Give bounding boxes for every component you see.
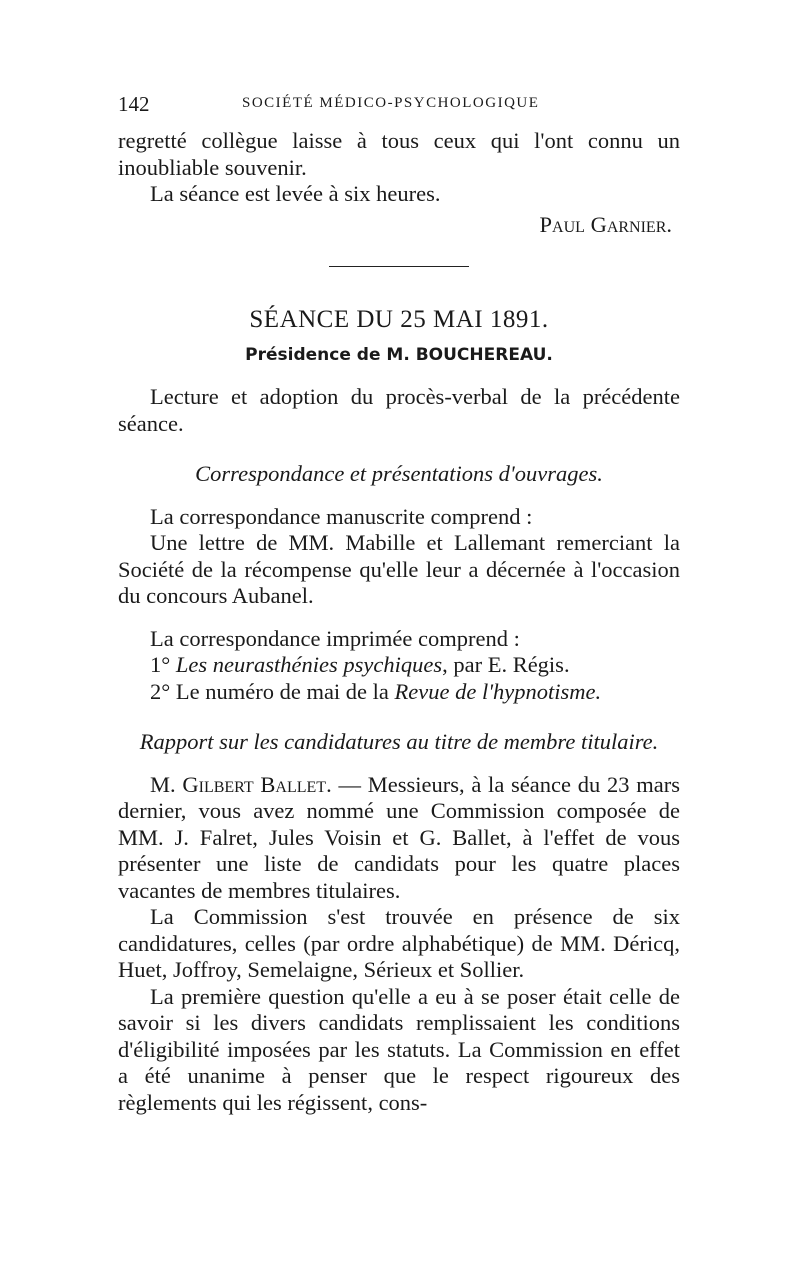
imprimee-intro: La correspondance imprimée comprend : (150, 625, 520, 651)
manuscrite-item: Une lettre de MM. Mabille et Lallemant remerciant la Société de la récompense qu'elle leur a décernée à l'occasion du concours Aubanel. (118, 530, 680, 608)
item-1-title: Les neurasthénies psychiques (175, 652, 443, 677)
page-number: 142 (118, 92, 150, 116)
rapport-paragraph-1 (118, 772, 680, 905)
speaker-name: M. Gilbert Ballet. (150, 771, 332, 797)
rapport-paragraph-3: La première question qu'elle a eu à se poser était celle de savoir si les divers candidats remplissaient les conditions d'éligibilité imposées par les statuts. La Commission en effet a été unanime à penser que le respect rigoureux des règlements qui les régissent, cons- (118, 983, 680, 1115)
section-divider (329, 266, 469, 267)
item-2-number: 2° (150, 678, 171, 704)
item-2-prefix: Le numéro de mai de la (175, 678, 395, 704)
signature: Paul Garnier. (539, 211, 672, 237)
rapport-paragraph-1-text: — Messieurs, à la séance du 23 mars dernier, vous avez nommé une Commission composée de MM. J. Falret, Jules Voisin et G. Ballet, à l'effet de vous présenter une liste de candidats pour les quatre places vacantes de membres titulaires. (118, 771, 680, 903)
imprimee-item-1 (118, 652, 680, 679)
running-head: SOCIÉTÉ MÉDICO-PSYCHOLOGIQUE (242, 95, 540, 111)
lecture-paragraph: Lecture et adoption du procès-verbal de la précédente séance. (118, 384, 680, 436)
item-1-number: 1° (150, 652, 171, 677)
item-2-title: Revue de l'hypnotisme. (394, 678, 602, 704)
imprimee-item-2 (118, 679, 680, 706)
page-body (118, 128, 680, 1116)
manuscrite-intro: La correspondance manuscrite comprend : (150, 503, 533, 529)
item-1-author: , par E. Régis. (442, 652, 570, 677)
correspondance-heading: Correspondance et présentations d'ouvrages. (195, 461, 603, 486)
presidence-line: Présidence de M. BOUCHEREAU. (245, 344, 553, 365)
closing-paragraph: regretté collègue laisse à tous ceux qui l'ont connu un inoubliable souvenir. (118, 128, 680, 180)
rapport-paragraph-2: La Commission s'est trouvée en présence de six candidatures, celles (par ordre alphabétique) de MM. Déricq, Huet, Joffroy, Semelaigne, Sérieux et Sollier. (118, 904, 680, 982)
page-header (118, 92, 678, 122)
session-title: SÉANCE DU 25 MAI 1891. (249, 306, 549, 333)
closing-adjournment: La séance est levée à six heures. (150, 181, 441, 206)
rapport-heading: Rapport sur les candidatures au titre de membre titulaire. (139, 729, 659, 754)
